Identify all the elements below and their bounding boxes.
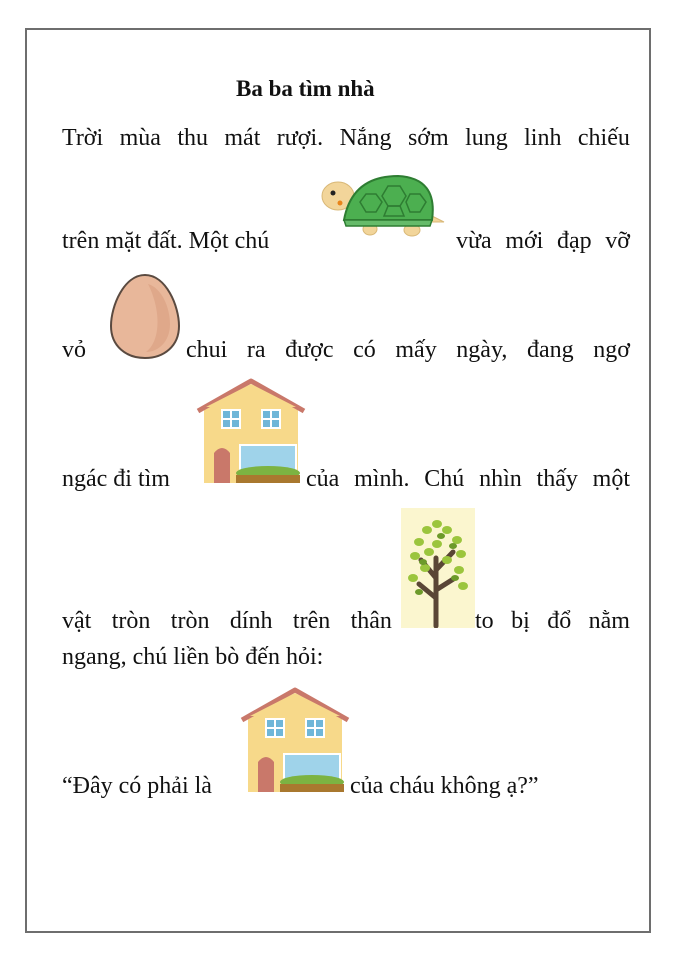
story-line-7a: “Đây có phải là [62, 773, 212, 799]
word: to [475, 608, 494, 634]
word: lung [465, 125, 508, 151]
word: có [353, 337, 376, 363]
story-line-5b [475, 606, 630, 636]
word: mùa [119, 125, 161, 151]
story-line-7b: của cháu không ạ?” [350, 773, 539, 799]
word: sớm [407, 125, 449, 151]
story-line-3b [186, 335, 630, 365]
word: ngơ [593, 337, 630, 363]
word: rượi. [276, 125, 324, 151]
word: bị [511, 608, 530, 634]
word: được [285, 337, 334, 363]
word: thu [177, 125, 208, 151]
word: dính [229, 608, 273, 634]
word: chui [186, 337, 228, 363]
story-line-3a: vỏ [62, 337, 86, 363]
story-line-2b [456, 226, 630, 256]
word: một [592, 466, 630, 492]
story-line-4b [306, 464, 630, 494]
word: Chú [424, 466, 465, 492]
story-title: Ba ba tìm nhà [236, 76, 375, 101]
egg-icon [108, 272, 182, 360]
word: Trời [62, 125, 104, 151]
word: mới [505, 228, 544, 254]
word: thấy [536, 466, 578, 492]
story-line-4a: ngác đi tìm [62, 466, 170, 492]
word: đang [526, 337, 574, 363]
word: tròn [170, 608, 210, 634]
word: linh [524, 125, 562, 151]
word: Nắng [339, 125, 392, 151]
word: của [306, 466, 340, 492]
story-line-2a: trên mặt đất. Một chú [62, 228, 270, 254]
word: vỡ [605, 228, 630, 254]
word: mình. [354, 466, 410, 492]
word: ngày, [456, 337, 508, 363]
word: mấy [395, 337, 437, 363]
word: nằm [588, 608, 630, 634]
house-icon [240, 686, 350, 796]
word: ra [246, 337, 266, 363]
word: vừa [456, 228, 492, 254]
word: trên [292, 608, 331, 634]
word: đạp [556, 228, 592, 254]
word: đổ [547, 608, 572, 634]
word: mát [224, 125, 261, 151]
story-line-6: ngang, chú liền bò đến hỏi: [62, 644, 324, 670]
house-icon [196, 377, 306, 487]
story-line-1 [62, 123, 630, 153]
tree-icon [401, 508, 475, 628]
word: nhìn [479, 466, 522, 492]
story-line-5a [62, 606, 392, 636]
turtle-icon [320, 172, 448, 238]
word: vật [62, 608, 92, 634]
word: tròn [111, 608, 151, 634]
word: chiếu [577, 125, 630, 151]
word: thân [350, 608, 392, 634]
